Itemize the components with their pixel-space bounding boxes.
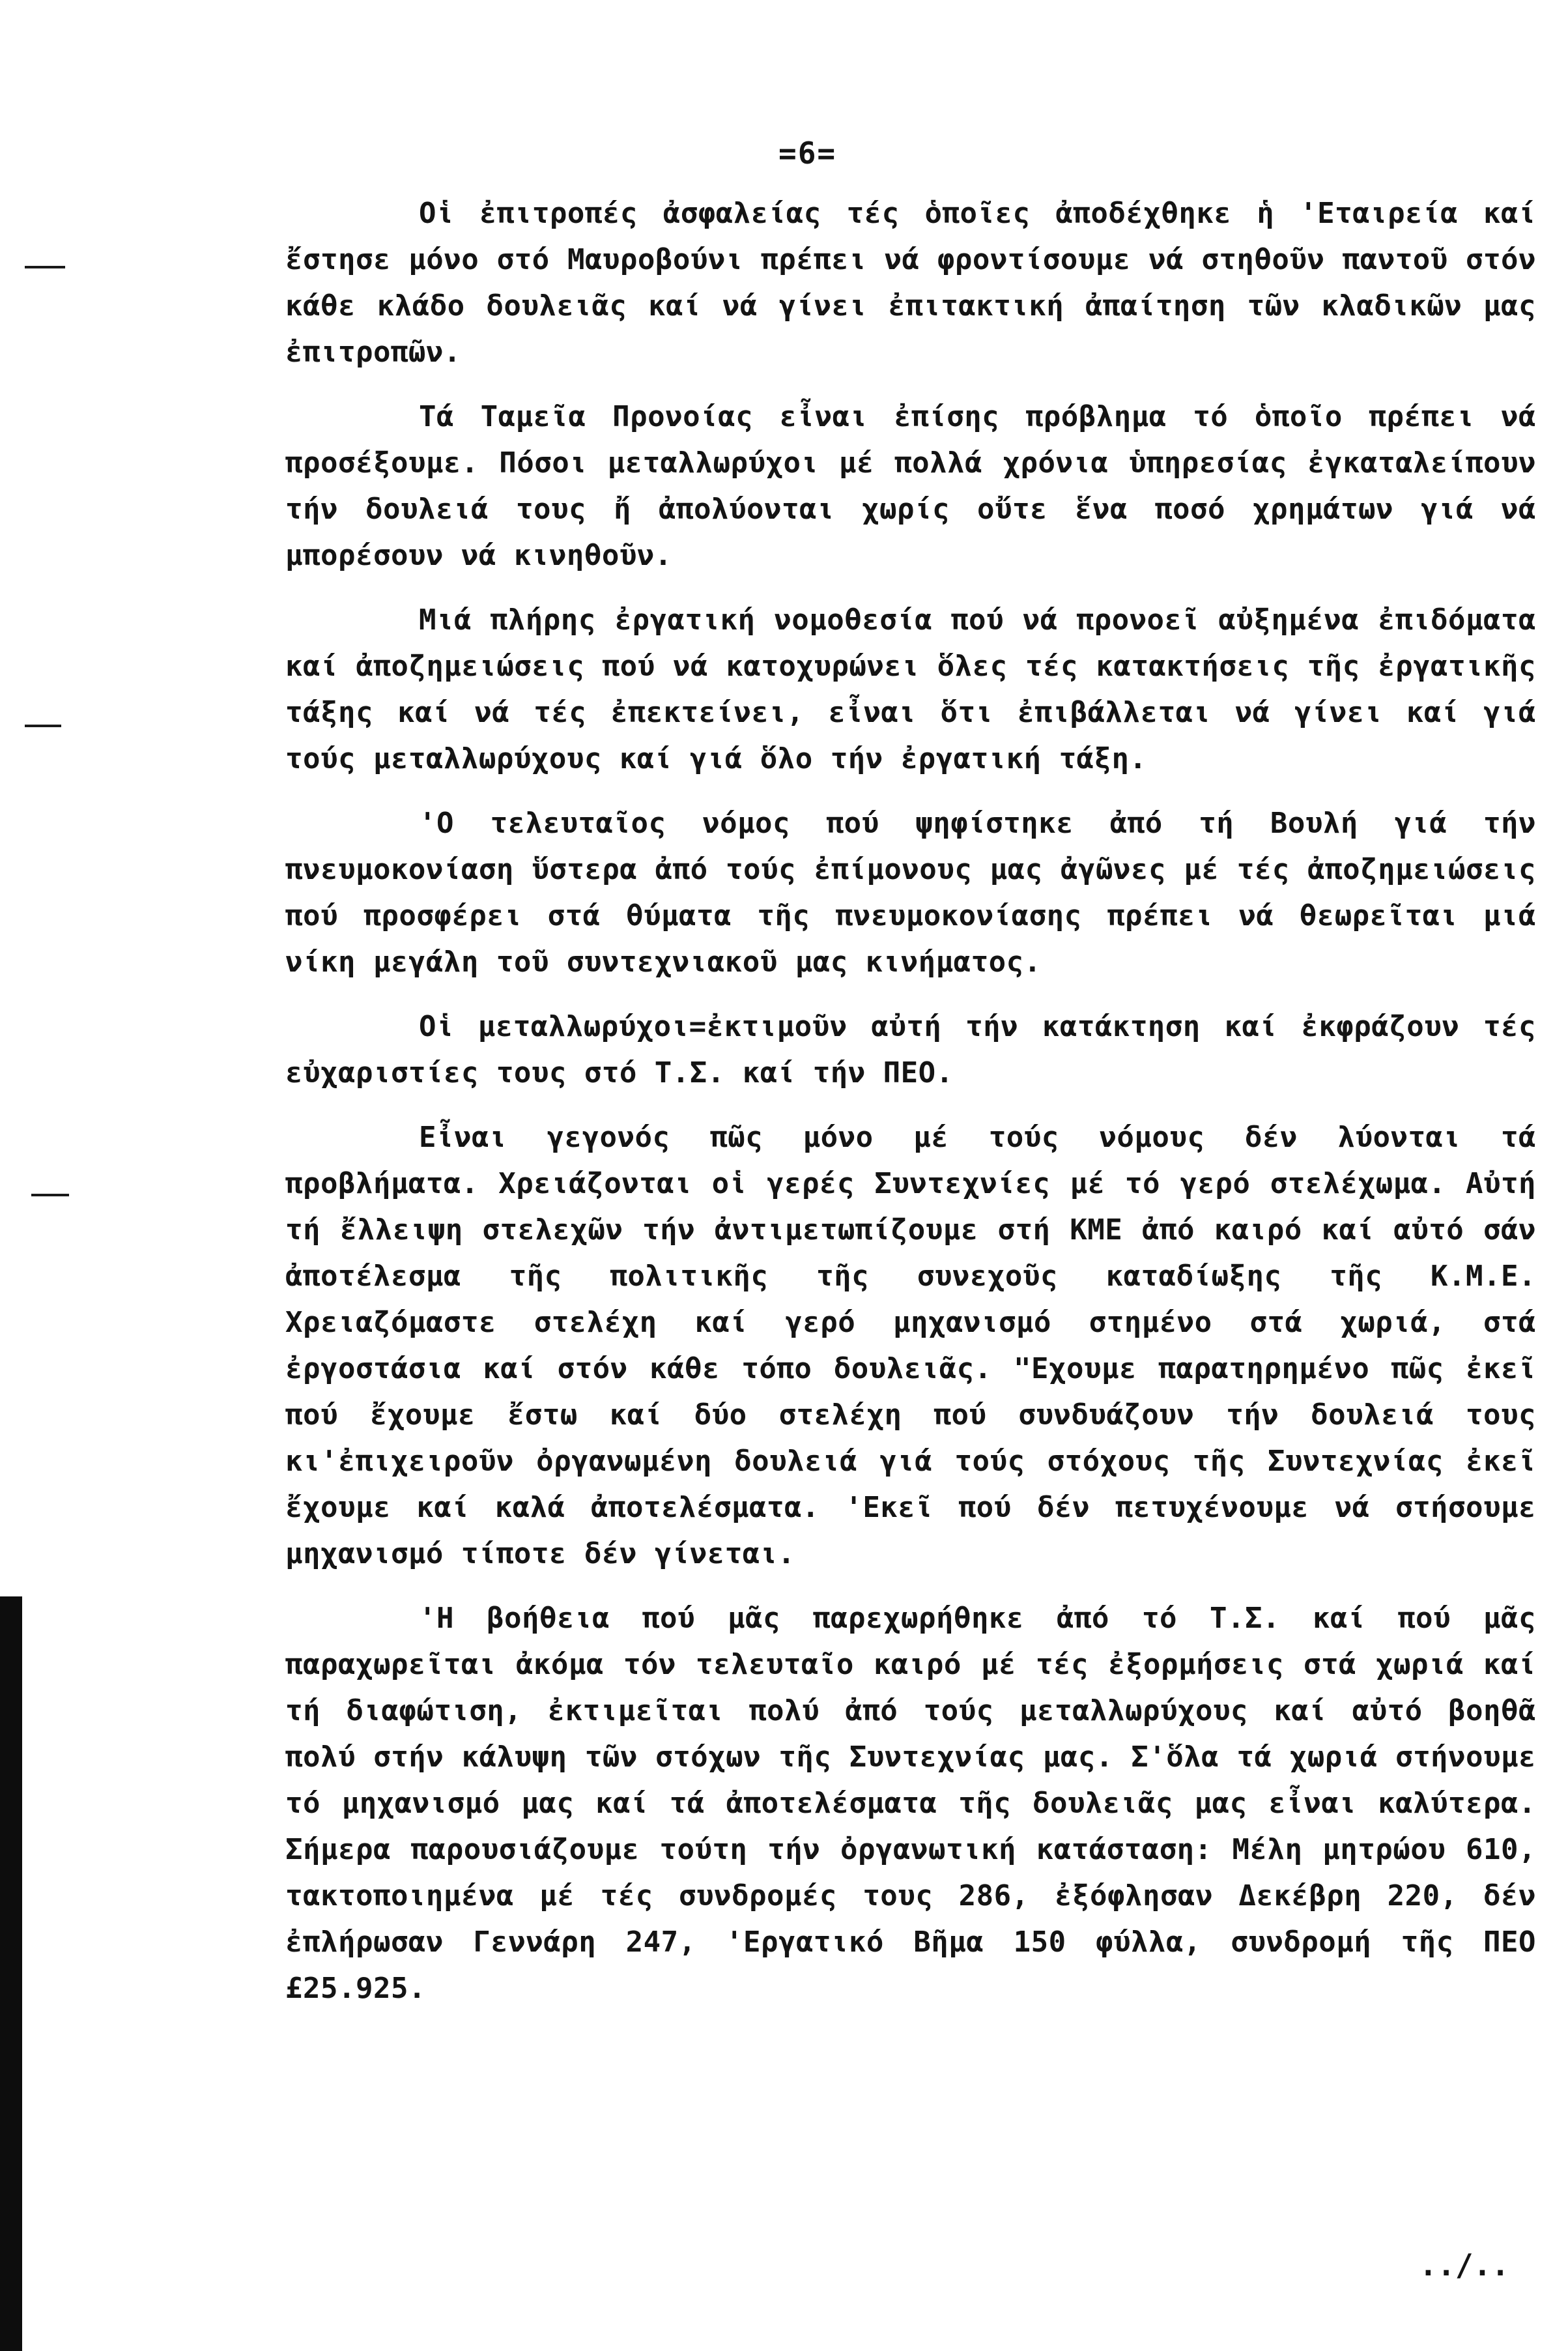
paragraph-organisational-status: 'Η βοήθεια πού μᾶς παρεχωρήθηκε ἀπό τό Τ.Σ. καί πού μᾶς παραχωρεῖται ἀκόμα τόν τελευταῖο καιρό μέ τές ἐξορμήσεις στά χωριά καί τή διαφώτιση, ἐκτιμεῖται πολύ ἀπό τούς μεταλλωρύχους καί αὐτό βοηθᾶ πολύ στήν κάλυψη τῶν στόχων τῆς Συντεχνίας μας. Σ'ὅλα τά χωριά στήνουμε τό μηχανισμό μας καί τά ἀποτελέσματα τῆς δουλειᾶς μας εἶναι καλύτερα. Σήμερα παρουσιάζουμε τούτη τήν ὀργανωτική κατάσταση: Μέλη μητρώου 610, τακτοποιημένα μέ τές συνδρομές τους 286, ἐξόφλησαν Δεκέβρη 220, δέν ἐπλήρωσαν Γεννάρη 247, 'Εργατικό Βῆμα 150 φύλλα, συνδρομή τῆς ΠΕΟ £25.925. bbox=[285, 1602, 1536, 2005]
paragraph-pneumoconiosis-law: 'Ο τελευταῖος νόμος πού ψηφίστηκε ἀπό τή Βουλή γιά τήν πνευμοκονίαση ὕστερα ἀπό τούς ἐπίμονους μας ἀγῶνες μέ τές ἀποζημειώσεις πού προσφέρει στά θύματα τῆς πνευμοκονίασης πρέπει νά θεωρεῖται μιά νίκη μεγάλη τοῦ συντεχνιακοῦ μας κινήματος. bbox=[285, 807, 1536, 979]
paragraph-provident-funds: Τά Ταμεῖα Προνοίας εἶναι ἐπίσης πρόβλημα τό ὁποῖο πρέπει νά προσέξουμε. Πόσοι μεταλλωρύχοι μέ πολλά χρόνια ὑπηρεσίας ἐγκαταλείπουν τήν δουλειά τους ἤ ἀπολύονται χωρίς οὔτε ἕνα ποσό χρημάτων γιά νά μπορέσουν νά κινηθοῦν. bbox=[285, 400, 1536, 572]
paragraph-union-cadres: Εἶναι γεγονός πῶς μόνο μέ τούς νόμους δέν λύονται τά προβλήματα. Χρειάζονται οἱ γερές Συντεχνίες μέ τό γερό στελέχωμα. Αὐτή τή ἔλλειψη στελεχῶν τήν ἀντιμετωπίζουμε στή ΚΜΕ ἀπό καιρό καί αὐτό σάν ἀποτέλεσμα τῆς πολιτικῆς τῆς συνεχοῦς καταδίωξης τῆς Κ.Μ.Ε. Χρειαζόμαστε στελέχη καί γερό μηχανισμό στημένο στά χωριά, στά ἐργοστάσια καί στόν κάθε τόπο δουλειᾶς. "Εχουμε παρατηρημένο πῶς ἐκεῖ πού ἔχουμε ἔστω καί δύο στελέχη πού συνδυάζουν τήν δουλειά τους κι'ἐπιχειροῦν ὀργανωμένη δουλειά γιά τούς στόχους τῆς Συντεχνίας ἐκεῖ ἔχουμε καί καλά ἀποτελέσματα. 'Εκεῖ πού δέν πετυχένουμε νά στήσουμε μηχανισμό τίποτε δέν γίνεται. bbox=[285, 1121, 1536, 1570]
scan-edge-bar bbox=[0, 1596, 22, 2351]
paragraph-safety-committees: Οἱ ἐπιτροπές ἀσφαλείας τές ὁποῖες ἀποδέχθηκε ἡ 'Εταιρεία καί ἔστησε μόνο στό Μαυροβούνι πρέπει νά φροντίσουμε νά στηθοῦν παντοῦ στόν κάθε κλάδο δουλειᾶς καί νά γίνει ἐπιτακτική ἀπαίτηση τῶν κλαδικῶν μας ἐπιτροπῶν. bbox=[285, 197, 1536, 369]
page-number: =6= bbox=[778, 136, 837, 171]
margin-dash bbox=[31, 1194, 69, 1196]
continuation-mark: ../.. bbox=[1419, 2247, 1509, 2283]
margin-dash bbox=[25, 725, 61, 727]
margin-dash bbox=[25, 266, 65, 268]
paragraph-miners-thanks: Οἱ μεταλλωρύχοι=ἐκτιμοῦν αὐτή τήν κατάκτηση καί ἐκφράζουν τές εὐχαριστίες τους στό Τ.Σ. καί τήν ΠΕΟ. bbox=[285, 1010, 1536, 1089]
body-text bbox=[285, 190, 1536, 2030]
paragraph-labour-legislation: Μιά πλήρης ἐργατική νομοθεσία πού νά προνοεῖ αὐξημένα ἐπιδόματα καί ἀποζημειώσεις πού νά κατοχυρώνει ὅλες τές κατακτήσεις τῆς ἐργατικῆς τάξης καί νά τές ἐπεκτείνει, εἶναι ὅτι ἐπιβάλλεται νά γίνει καί γιά τούς μεταλλωρύχους καί γιά ὅλο τήν ἐργατική τάξη. bbox=[285, 603, 1536, 775]
